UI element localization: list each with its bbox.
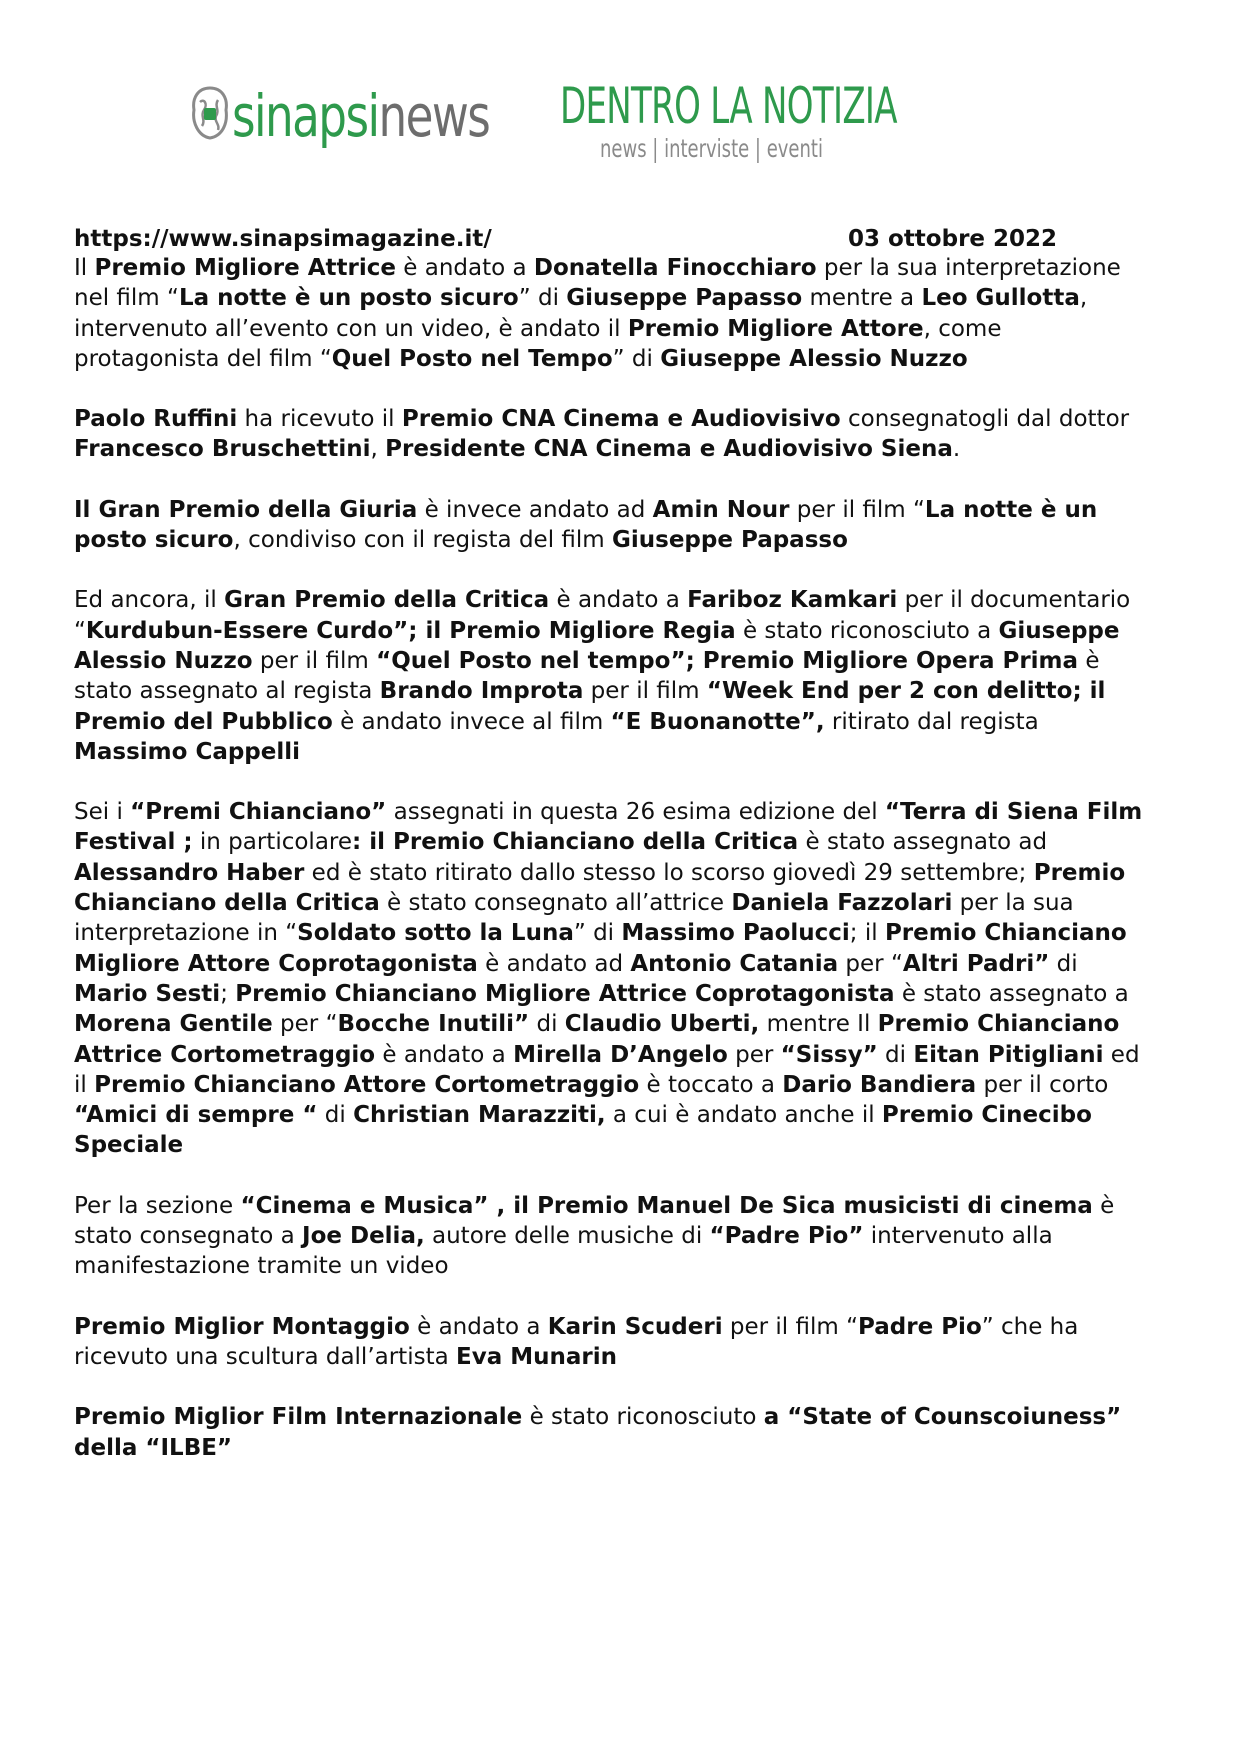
body-text: per il film “ (722, 1313, 859, 1340)
body-text: mentre a (802, 285, 922, 312)
bold-text: La notte è un posto sicuro (178, 285, 519, 312)
body-text: ha ricevuto il (237, 406, 402, 433)
bold-text: Claudio Uberti, (564, 1011, 760, 1038)
bold-text: Francesco Bruschettini (74, 436, 371, 463)
bold-text: “Sissy” (780, 1041, 878, 1068)
body-text: ritirato dal regista (824, 708, 1039, 735)
bold-text: Amin Nour (652, 496, 790, 523)
bold-text: Antonio Catania (630, 950, 839, 977)
body-text: è invece andato ad (417, 496, 653, 523)
brain-icon (190, 84, 230, 144)
body-text: è stato consegnato a (74, 1192, 1115, 1250)
bold-text: Alessandro Haber (74, 859, 305, 886)
article-body (74, 223, 1144, 1493)
bold-text: Bocche Inutili” (337, 1011, 530, 1038)
body-text: per “ (838, 950, 903, 977)
body-text: è andato a (395, 255, 534, 281)
body-text: in particolare (192, 829, 353, 856)
body-text: di (877, 1041, 914, 1068)
bold-text: Premio Migliore Attore (627, 315, 924, 342)
body-text: ” di (612, 345, 661, 372)
bold-text: Massimo Paolucci (621, 920, 850, 947)
source-line (74, 223, 1144, 255)
body-text: ed il (74, 1041, 1140, 1098)
body-text: ” di (518, 285, 567, 312)
paragraph (74, 253, 1144, 374)
bold-text: Il Gran Premio della Giuria (74, 496, 418, 523)
bold-text: Quel Posto nel Tempo (331, 345, 613, 372)
brand-logo-part-b: news (378, 82, 490, 150)
bold-text: Soldato sotto la Luna (297, 920, 574, 947)
bold-text: Premio Miglior Film Internazionale (74, 1404, 523, 1431)
bold-text: Giuseppe Alessio Nuzzo (74, 617, 1120, 674)
paragraph (74, 797, 1144, 1161)
body-text: , come protagonista del film “ (74, 315, 1002, 372)
tagline: DENTRO LA NOTIZIA (560, 77, 897, 135)
body-text: Ed ancora, il (74, 587, 225, 614)
bold-text: Padre Pio (858, 1313, 982, 1340)
body-text: mentre Il (759, 1011, 878, 1038)
bold-text: Presidente CNA Cinema e Audiovisivo Siena (385, 436, 953, 463)
paragraph (74, 585, 1144, 767)
body-text: , condiviso con il regista del film (233, 527, 612, 554)
body-text: di (317, 1102, 354, 1129)
paragraph (74, 495, 1144, 556)
bold-text: Eitan Pitigliani (913, 1041, 1104, 1068)
bold-text: La notte è un posto sicuro (74, 496, 1098, 554)
bold-text: Premio Cinecibo Speciale (74, 1102, 1092, 1159)
body-text: per il film (583, 678, 707, 705)
paragraph-list (74, 253, 1144, 1463)
paragraph (74, 1191, 1144, 1282)
body-text: per il documentario “ (74, 587, 1131, 644)
body-text: è andato invece al film (332, 708, 611, 735)
bold-text: Donatella Finocchiaro (533, 255, 817, 281)
bold-text: “Quel Posto nel tempo”; Premio Migliore Opera Prima (376, 647, 1079, 674)
bold-text: “Amici di sempre “ (74, 1102, 318, 1129)
body-text: autore delle musiche di (424, 1223, 710, 1250)
bold-text: Morena Gentile (74, 1011, 273, 1038)
body-text: per il corto (976, 1071, 1109, 1098)
bold-text: Gran Premio della Critica (224, 587, 550, 614)
body-text: di (1049, 950, 1078, 977)
bold-text: Altri Padri” (902, 950, 1050, 977)
publication-date: 03 ottobre 2022 (848, 226, 1058, 252)
bold-text: “Terra di Siena Film Festival ; (74, 799, 1143, 856)
body-text: . (952, 436, 961, 463)
body-text: Per la sezione (74, 1192, 241, 1219)
bold-text: Joe Delia, (302, 1223, 425, 1250)
body-text: è stato riconosciuto a (735, 617, 999, 644)
bold-text: Massimo Cappelli (74, 738, 301, 765)
body-text: ” di (573, 920, 622, 947)
bold-text: Premio Chianciano Migliore Attore Coprotagonista (74, 920, 1127, 977)
bold-text: Premio Chianciano Attrice Cortometraggio (74, 1011, 1120, 1068)
body-text: è toccato a (639, 1071, 783, 1098)
bold-text: Premio Chianciano Attore Cortometraggio (94, 1071, 640, 1098)
body-text: consegnatogli dal dottor (840, 406, 1130, 433)
brand-logo-part-a: sinapsi (232, 82, 379, 150)
body-text: di (529, 1011, 565, 1038)
body-text: Il (74, 255, 95, 281)
bold-text: Kurdubun-Essere Curdo”; il Premio Migliore Regia (85, 617, 736, 644)
body-text: per la sua interpretazione nel film “ (74, 255, 1121, 312)
bold-text: “Padre Pio” (709, 1223, 864, 1250)
body-text: è andato a (549, 587, 688, 614)
body-text: per “ (272, 1011, 338, 1038)
body-text: è stato assegnato a (894, 980, 1129, 1007)
bold-text: Eva Munarin (456, 1343, 617, 1370)
brand-logo (232, 78, 489, 154)
body-text: è stato riconosciuto (522, 1404, 764, 1431)
body-text: è stato assegnato ad (798, 829, 1048, 856)
bold-text: “Week End per 2 con delitto; il Premio del Pubblico (74, 678, 1106, 735)
body-text: , intervenuto all’evento con un video, è andato il (74, 285, 1088, 342)
body-text: intervenuto alla manifestazione tramite un video (74, 1223, 1053, 1280)
source-url: https://www.sinapsimagazine.it/ (74, 226, 492, 252)
masthead (190, 78, 910, 168)
bold-text: Mirella D’Angelo (513, 1041, 728, 1068)
bold-text: Leo Gullotta (921, 285, 1080, 312)
bold-text: Giuseppe Papasso (566, 285, 803, 312)
body-text: per il film (252, 647, 377, 674)
bold-text: Giuseppe Alessio Nuzzo (660, 345, 968, 372)
bold-text: Premio Miglior Montaggio (74, 1313, 410, 1340)
bold-text: Karin Scuderi (547, 1313, 723, 1340)
bold-text: Premio Chianciano Migliore Attrice Coprotagonista (235, 980, 895, 1007)
bold-text: “Premi Chianciano” (130, 799, 387, 826)
body-text: ; il (849, 920, 885, 947)
body-text: a cui è andato anche il (605, 1102, 882, 1129)
body-text: , (370, 436, 386, 463)
bold-text: Brando Improta (379, 678, 584, 705)
body-text: ed è stato ritirato dallo stesso lo scorso giovedì 29 settembre; (304, 859, 1034, 886)
bold-text: Dario Bandiera (782, 1071, 977, 1098)
paragraph (74, 1312, 1144, 1373)
bold-text: a “State of Counscoiuness” della “ILBE” (74, 1404, 1122, 1461)
paragraph (74, 404, 1144, 465)
body-text: Sei i (74, 799, 131, 826)
bold-text: Premio Migliore Attrice (94, 255, 396, 281)
bold-text: : il Premio Chianciano della Critica (352, 829, 799, 856)
body-text: è andato a (375, 1041, 514, 1068)
bold-text: Giuseppe Papasso (612, 527, 848, 554)
body-text: è stato consegnato all’attrice (379, 890, 732, 917)
bold-text: Mario Sesti (74, 980, 221, 1007)
body-text: assegnati in questa 26 esima edizione del (386, 799, 885, 826)
bold-text: “E Buonanotte”, (610, 708, 825, 735)
body-text: per la sua interpretazione in “ (74, 890, 1074, 947)
subtagline: news | interviste | eventi (600, 134, 823, 163)
body-text: è andato ad (477, 950, 631, 977)
bold-text: Fariboz Kamkari (687, 587, 898, 614)
bold-text: “Cinema e Musica” , il Premio Manuel De Sica musicisti di cinema (240, 1192, 1093, 1219)
body-text: ” che ha ricevuto una scultura dall’artista (74, 1313, 1079, 1370)
body-text: per il film “ (789, 496, 925, 523)
body-text: è andato a (409, 1313, 548, 1340)
body-text: è stato assegnato al regista (74, 647, 1100, 705)
body-text: ; (220, 980, 236, 1007)
bold-text: Paolo Ruffini (74, 406, 238, 433)
paragraph (74, 1402, 1144, 1463)
body-text: per (727, 1041, 781, 1068)
bold-text: Daniela Fazzolari (731, 890, 953, 917)
bold-text: Christian Marazziti, (353, 1102, 606, 1129)
bold-text: Premio Chianciano della Critica (74, 859, 1126, 917)
bold-text: Premio CNA Cinema e Audiovisivo (401, 406, 841, 433)
